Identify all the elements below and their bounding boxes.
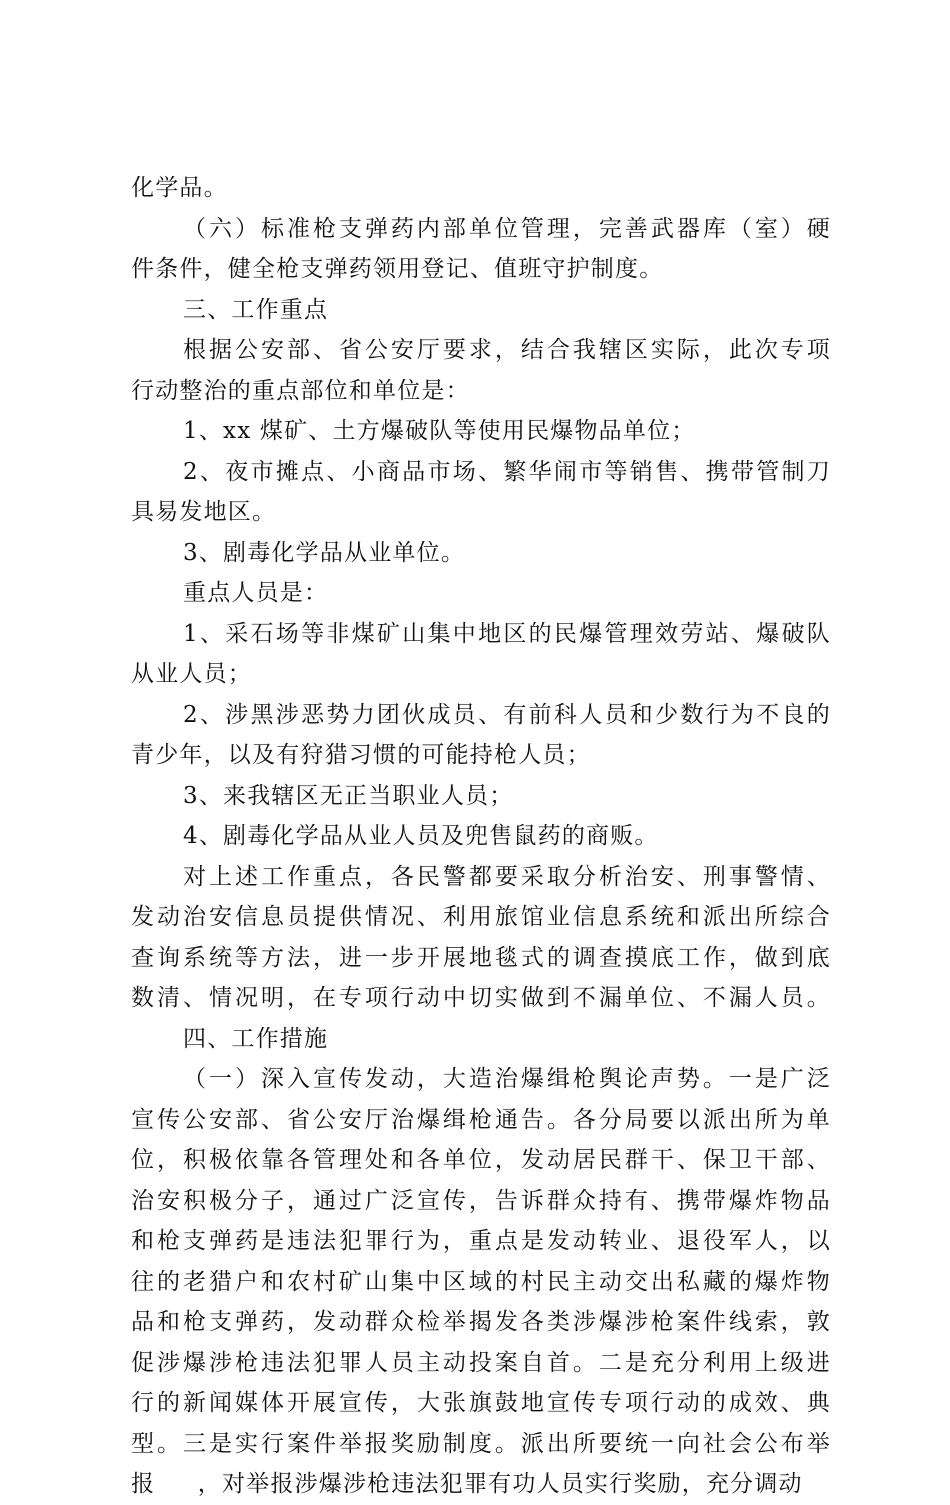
text-line: 和枪支弹药是违法犯罪行为，重点是发动转业、退役军人，以 <box>131 1228 831 1254</box>
text-line: 品和枪支弹药，发动群众检举揭发各类涉爆涉枪案件线索，敦 <box>131 1309 831 1335</box>
text-line: 数清、情况明，在专项行动中切实做到不漏单位、不漏人员。 <box>131 985 831 1011</box>
text-line: 报 ，对举报涉爆涉枪违法犯罪有功人员实行奖励，充分调动 <box>131 1471 803 1497</box>
text-line: 3、剧毒化学品从业单位。 <box>183 539 466 566</box>
text-line: 件条件，健全枪支弹药领用登记、值班守护制度。 <box>131 256 664 282</box>
text-line: 促涉爆涉枪违法犯罪人员主动投案自首。二是充分利用上级进 <box>131 1349 831 1376</box>
text-line: 从业人员； <box>131 661 252 687</box>
text-line: 型。三是实行案件举报奖励制度。派出所要统一向社会公布举 <box>131 1430 831 1457</box>
text-line: 1、采石场等非煤矿山集中地区的民爆管理效劳站、爆破队 <box>183 620 831 647</box>
text-line: 青少年，以及有狩猎习惯的可能持枪人员； <box>131 742 591 768</box>
text-line: 1、xx 煤矿、土方爆破队等使用民爆物品单位； <box>183 418 696 444</box>
text-line: 治安积极分子，通过广泛宣传，告诉群众持有、携带爆炸物品 <box>131 1187 831 1214</box>
text-line: （一）深入宣传发动，大造治爆缉枪舆论声势。一是广泛 <box>183 1066 831 1092</box>
text-line: 查询系统等方法，进一步开展地毯式的调查摸底工作，做到底 <box>131 944 831 971</box>
text-line: 对上述工作重点，各民警都要采取分析治安、刑事警情、 <box>183 863 831 890</box>
text-line: 2、涉黑涉恶势力团伙成员、有前科人员和少数行为不良的 <box>183 701 831 728</box>
text-line: 行的新闻媒体开展宣传，大张旗鼓地宣传专项行动的成效、典 <box>131 1390 831 1416</box>
text-line: （六）标准枪支弹药内部单位管理，完善武器库（室）硬 <box>183 215 831 242</box>
text-line: 位，积极依靠各管理处和各单位，发动居民群干、保卫干部、 <box>131 1147 831 1173</box>
text-line: 具易发地区。 <box>131 499 277 525</box>
text-line: 根据公安部、省公安厅要求，结合我辖区实际，此次专项 <box>183 337 831 363</box>
text-line: 3、来我辖区无正当职业人员； <box>183 782 514 809</box>
text-line: 三、工作重点 <box>183 296 329 323</box>
text-line: 发动治安信息员提供情况、利用旅馆业信息系统和派出所综合 <box>131 904 831 930</box>
text-line: 四、工作措施 <box>183 1025 329 1052</box>
text-line: 行动整治的重点部位和单位是： <box>131 377 470 404</box>
document-body <box>131 168 831 1505</box>
text-line: 宣传公安部、省公安厅治爆缉枪通告。各分局要以派出所为单 <box>131 1106 831 1133</box>
text-line: 化学品。 <box>131 175 228 201</box>
text-line: 2、夜市摊点、小商品市场、繁华闹市等销售、携带管制刀 <box>183 458 831 485</box>
text-line: 往的老猎户和农村矿山集中区域的村民主动交出私藏的爆炸物 <box>131 1268 831 1295</box>
text-line: 4、剧毒化学品从业人员及兜售鼠药的商贩。 <box>183 823 659 849</box>
text-line: 重点人员是： <box>183 580 329 606</box>
